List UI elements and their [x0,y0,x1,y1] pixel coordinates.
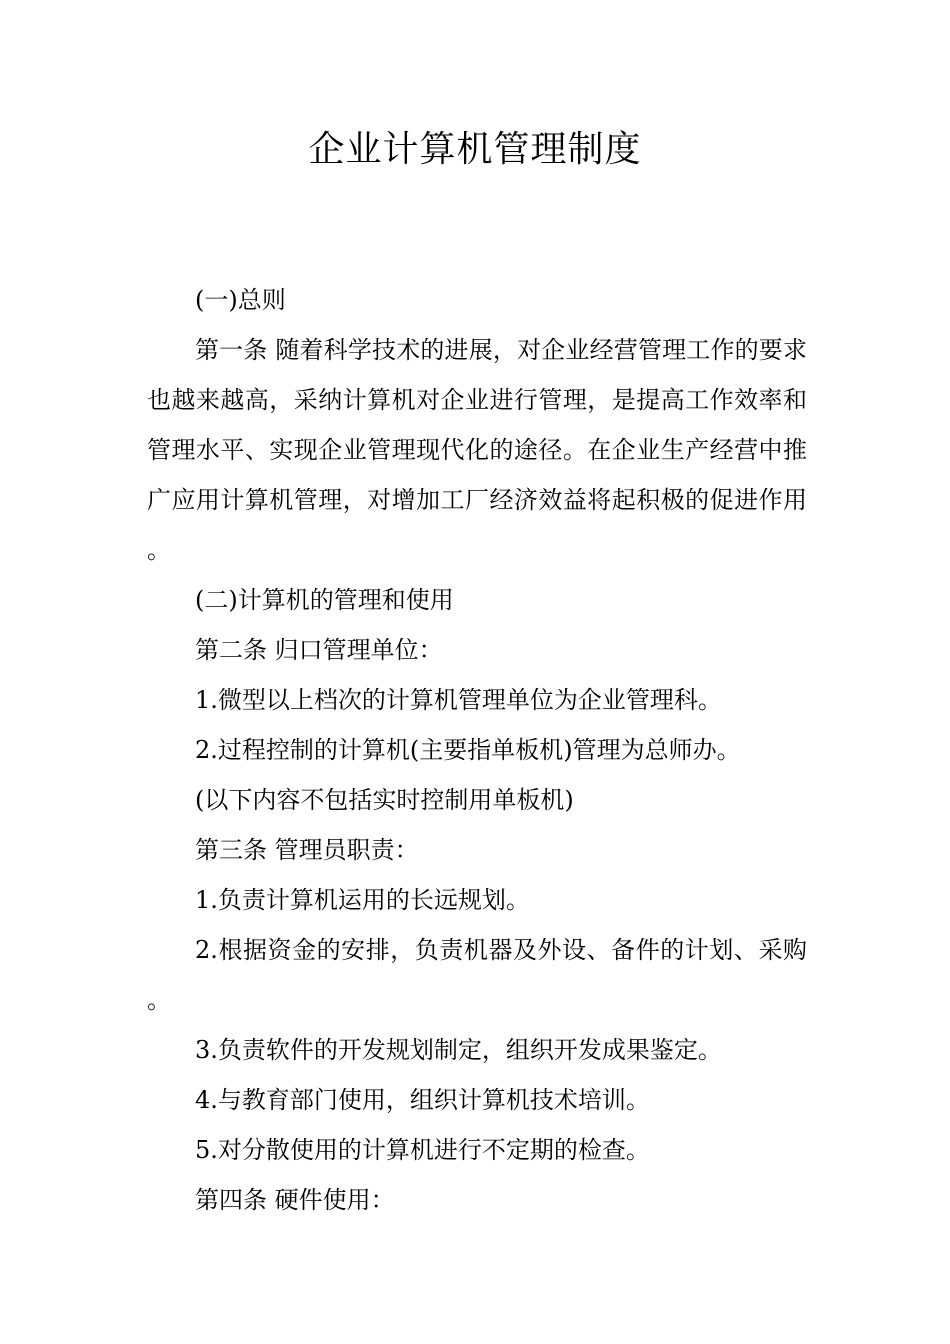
article-3-item-3: 3.负责软件的开发规划制定，组织开发成果鉴定。 [195,1036,722,1064]
article-2: 第二条 归口管理单位： [195,636,443,664]
article-3-item-2: 2.根据资金的安排，负责机器及外设、备件的计划、采购。 [147,936,807,1014]
article-1: 第一条 随着科学技术的进展，对企业经营管理工作的要求也越来越高，采纳计算机对企业进行管理，是提高工作效率和管理水平、实现企业管理现代化的途径。在企业生产经营中推广应用计算机管理，对增加工厂经济效益将起积极的促进作用。 [147,336,807,564]
section-heading-general: (一)总则 [195,286,286,314]
document-title: 企业计算机管理制度 [308,129,642,170]
article-3-item-1: 1.负责计算机运用的长远规划。 [195,886,530,914]
section-heading-management: (二)计算机的管理和使用 [195,586,454,614]
article-3-item-5: 5.对分散使用的计算机进行不定期的检查。 [195,1136,650,1164]
scope-note: (以下内容不包括实时控制用单板机) [195,786,574,814]
article-2-item-1: 1.微型以上档次的计算机管理单位为企业管理科。 [195,686,722,714]
article-3: 第三条 管理员职责： [195,836,419,864]
document-body [147,275,807,1225]
article-3-item-4: 4.与教育部门使用，组织计算机技术培训。 [195,1086,650,1114]
article-4: 第四条 硬件使用： [195,1186,395,1214]
article-2-item-2: 2.过程控制的计算机(主要指单板机)管理为总师办。 [195,736,741,764]
